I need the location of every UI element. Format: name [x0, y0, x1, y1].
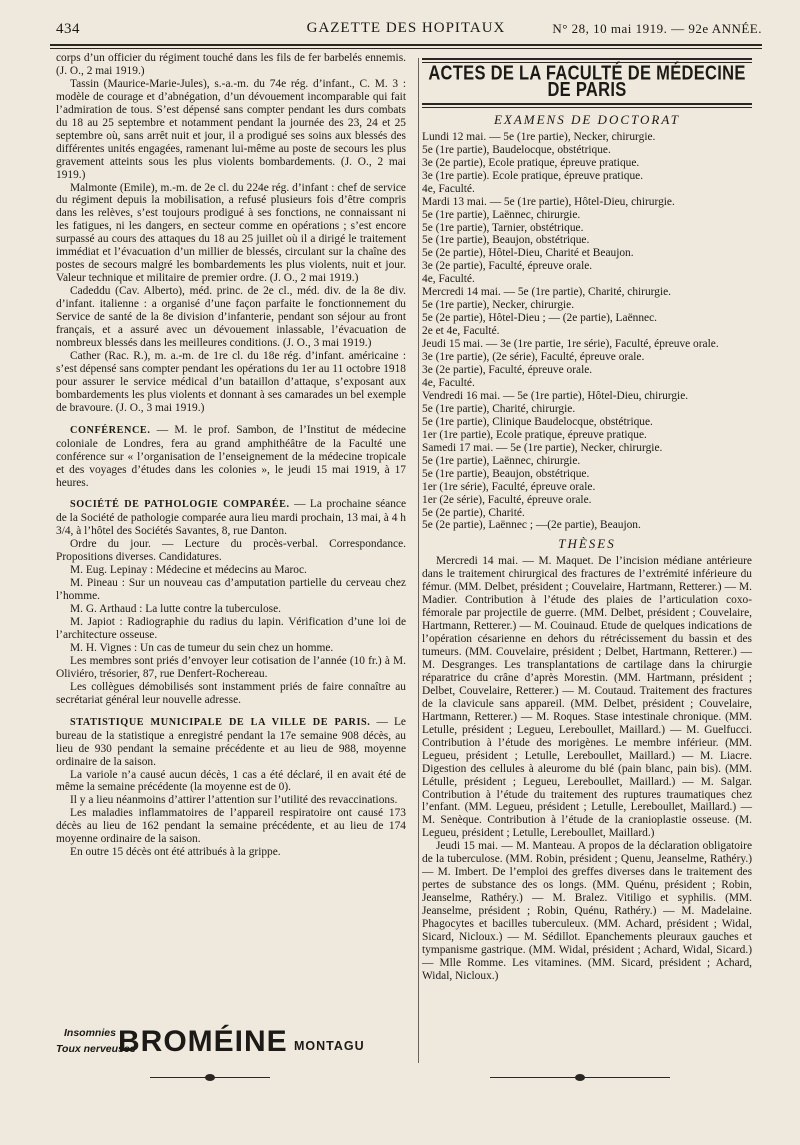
statistics-notice: [56, 716, 406, 769]
exam-entry: 5e (1re partie), Clinique Baudelocque, obstétrique.: [422, 415, 653, 428]
society-text: — La prochaine séance de la Société de pathologie comparée aura lieu mardi prochain, 13 mai, à 4 h 3/4, à l’hôtel des Sociétés Savantes, 8, rue Danton.: [56, 498, 406, 538]
header-rule-thin: [50, 48, 762, 49]
exam-entry: 3e (2e partie), Ecole pratique, épreuve pratique.: [422, 156, 640, 169]
exam-entry: 3e (2e partie), Faculté, épreuve orale.: [422, 260, 593, 273]
section-title: ACTES DE LA FACULTÉ DE MÉDECINE DE PARIS: [428, 62, 746, 101]
exam-entry: 5e (1re partie), Laënnec, chirurgie.: [422, 454, 581, 467]
exam-entry: 5e (1re partie), Laënnec, chirurgie.: [422, 208, 581, 221]
exam-list: [422, 131, 752, 533]
ad-line-1: Insomnies: [64, 1027, 116, 1039]
conference-heading: CONFÉRENCE.: [70, 424, 151, 436]
agenda-item: M. G. Arthaud : La lutte contre la tuberculose.: [70, 603, 281, 616]
exam-entry: 5e (1re partie), Tarnier, obstétrique.: [422, 221, 584, 234]
agenda-intro: Ordre du jour. — Lecture du procès-verbal. Correspondance. Propositions diverses. Candidatures.: [56, 538, 406, 564]
exam-entry: 3e (1re partie). Ecole pratique, épreuve pratique.: [422, 169, 644, 182]
exam-entry: Mercredi 14 mai. — 5e (1re partie), Charité, chirurgie.: [422, 286, 672, 299]
statistics-paragraph: Les maladies inflammatoires de l’appareil respiratoire ont causé 173 décès au lieu de 162 pendant la semaine précédente, et au lieu de 174 moyenne ordinaire de la saison.: [56, 807, 406, 846]
exam-entry: Mardi 13 mai. — 5e (1re partie), Hôtel-Dieu, chirurgie.: [422, 195, 675, 208]
statistics-heading: STATISTIQUE MUNICIPALE DE LA VILLE DE PARIS.: [70, 716, 371, 728]
exam-entry: 1er (1re partie), Ecole pratique, épreuve pratique.: [422, 428, 647, 441]
statistics-text: — Le bureau de la statistique a enregistré pendant la 17e semaine 908 décès, au lieu de 930 pendant la semaine précédente et au lieu de 988, moyenne ordinaire de la saison.: [56, 715, 406, 768]
conference-notice: [56, 424, 406, 490]
exam-entry: 5e (1re partie), Necker, chirurgie.: [422, 299, 575, 312]
exam-entry: Vendredi 16 mai. — 5e (1re partie), Hôtel-Dieu, chirurgie.: [422, 389, 689, 402]
exam-entry: 5e (2e partie), Charité.: [422, 506, 525, 519]
running-header: [50, 18, 762, 44]
agenda-item: Les collègues démobilisés sont instamment priés de faire connaître au secrétariat général leur nouvelle adresse.: [56, 680, 406, 706]
agenda-item: M. Japiot : Radiographie du radius du lapin. Vérification d’une loi de l’architecture osseuse.: [56, 616, 406, 641]
agenda-item: M. Pineau : Sur un nouveau cas d’amputation partielle du cerveau chez l’homme.: [56, 577, 406, 603]
exam-entry: Jeudi 15 mai. — 3e (1re partie, 1re série), Faculté, épreuve orale.: [422, 338, 719, 351]
citation-paragraph: Cather (Rac. R.), m. a.-m. de 1re cl. du 18e rég. d’infant. américaine : s’est dépensé sans compter pendant les opérations du 1er au 11 octobre 1918 pour assurer le service médical d’un bataillon d’attaque, s’exposant aux bombardements les plus violents et donnant à ses camarades un bel exemple de bravoure. (J. O., 3 mai 1919.): [56, 349, 406, 414]
society-notice: [56, 498, 406, 538]
examens-title: EXAMENS DE DOCTORAT: [493, 111, 681, 127]
theses-paragraph: Mercredi 14 mai. — M. Maquet. De l’incision médiane antérieure dans le traitement chirurgical des fractures de l’extrémité inférieure du fémur. (MM. Delbet, président ; Couvelaire, Hartmann, Retterer.) — M. Madier. Contribution à l’étude des plaies de l’articulation coxo-fémorale par projectile de guerre. (MM. Delbet, président ; Couvelaire, Hartmann, Retterer.) — M. Couinaud. Etude de quelques indications de l’opération césarienne en dehors du rétrécissement du bassin et des tumeurs. (MM. Couvelaire, président ; Delbet, Hartmann, Retterer.) — M. Desgranges. Les transplantations de cartilage dans la chirurgie réparatrice du crâne d’après Morestin. (MM. Hartmann, président ; Delbet, Couvelaire, Retterer.) — M. Coutaud. Traitement des fractures de la clavicule sans appareil. (MM. Delbet, président ; Couvelaire, Hartmann, Retterer.) — M. Roques. Stase intestinale chronique. (MM. Letulle, président ; Legueu, Lereboullet, Maillard.) — M. Guelfucci. Contribution à l’étude des morigènes. Le membre inférieur. (MM. Legueu, président ; Letulle, Lereboullet, Maillard.) — M. Liacre. Digestion des cellules à aleurome du blé (pain blanc, pain bis). (MM. Létulle, président ; Legueu, Lereboullet, Maillard.) — M. Salgar. Contribution à l’étude du traitement des ruptures traumatiques chez l’enfant. (MM. Legueu, président ; Letulle, Lereboullet, Maillard.) — M. Senèque. Contribution à l’étude de la cranioplastie osseuse. (M. Legueu, président ; Letulle, Lereboullet, Maillard.): [422, 555, 752, 840]
exam-entry: 5e (2e partie), Hôtel-Dieu ; — (2e partie), Laënnec.: [422, 312, 657, 325]
citation-paragraph: Malmonte (Emile), m.-m. de 2e cl. du 224e rég. d’infant : chef de service du régiment depuis la mobilisation, a refusé plusieurs fois d’être compris dans les relèves, s’est toujours prodigué à ses fonctions, ne connaissant ni les fatigues, ni les dangers, en secteur comme en opérations ; s’est encore surpassé au cours des attaques du 18 au 25 juillet où il a dirigé le traitement immédiat et l’évacuation d’un millier de blessés, circulant sur la chaîne des postes de secours malgré les bombardements les plus violents, nuit et jour. Valeur technique et militaire de premier ordre. (J. O., 2 mai 1919.): [56, 181, 406, 285]
exam-entry: 2e et 4e, Faculté.: [422, 325, 500, 338]
section-rule: [422, 103, 752, 108]
agenda-item: Les membres sont priés d’envoyer leur cotisation de l’année (10 fr.) à M. Oliviéro, trésorier, 87, rue Denfert-Rochereau.: [56, 654, 406, 680]
issue-info: N° 28, 10 mai 1919. — 92e ANNÉE.: [552, 21, 762, 36]
agenda-item: M. H. Vignes : Un cas de tumeur du sein chez un homme.: [70, 641, 334, 654]
advertisement: [56, 1025, 406, 1063]
ad-maker: MONTAGU: [294, 1039, 365, 1053]
ornament-divider-left: [150, 1074, 270, 1082]
left-column: [56, 52, 406, 859]
exam-entry: Samedi 17 mai. — 5e (1re partie), Necker, chirurgie.: [422, 441, 663, 454]
exam-entry: 3e (1re partie), (2e série), Faculté, épreuve orale.: [422, 351, 645, 364]
journal-title: GAZETTE DES HOPITAUX: [306, 20, 506, 36]
exam-entry: 4e, Faculté.: [422, 182, 475, 195]
statistics-paragraph: La variole n’a causé aucun décès, 1 cas a été déclaré, il en avait été de même la semaine précédente (la moyenne est de 0).: [56, 768, 406, 794]
statistics-paragraph: Il y a lieu néanmoins d’attirer l’attention sur l’utilité des revaccinations.: [70, 794, 398, 807]
exam-entry: 1er (2e série), Faculté, épreuve orale.: [422, 493, 592, 506]
exam-entry: 5e (1re partie), Beaujon, obstétrique.: [422, 467, 590, 480]
statistics-paragraph: En outre 15 décès ont été attribués à la grippe.: [70, 846, 281, 859]
conference-text: — M. le prof. Sambon, de l’Institut de médecine coloniale de Londres, fera au grand amphithéâtre de la Faculté une conférence sur « l’organisation de l’enseignement de la médecine tropicale et des voyages d’études dans les colonies », le jeudi 15 mai 1919, à 17 heures.: [56, 423, 406, 489]
exam-entry: 4e, Faculté.: [422, 273, 475, 286]
right-column: [422, 58, 752, 983]
exam-entry: 1er (1re série), Faculté, épreuve orale.: [422, 480, 596, 493]
citation-paragraph: Cadeddu (Cav. Alberto), méd. princ. de 2e cl., méd. div. de la 8e div. d’infant. italienne : a organisé d’une façon parfaite le fonctionnement du Service de santé de la 8e division d’infanterie, pendant son séjour au front français, et a assuré avec un dévouement inlassable, l’évacuation de nombreux blessés dans les meilleures conditions. (J. O., 3 mai 1919.): [56, 285, 406, 349]
theses-title: THÈSES: [558, 536, 616, 552]
header-rule: [50, 44, 762, 46]
exam-entry: 5e (2e partie), Laënnec ; —(2e partie), Beaujon.: [422, 519, 641, 532]
exam-entry: 5e (2e partie), Hôtel-Dieu, Charité et Beaujon.: [422, 247, 634, 260]
society-heading: SOCIÉTÉ DE PATHOLOGIE COMPARÉE.: [70, 499, 290, 511]
ad-brand: BROMÉINE: [118, 1025, 288, 1058]
citation-paragraph: Tassin (Maurice-Marie-Jules), s.-a.-m. du 74e rég. d’infant., C. M. 3 : modèle de courage et d’abnégation, d’un dévouement incomparable qui fait l’admiration de tous. S’est dépensé sans compter pendant les durs combats du 18 au 25 septembre et notamment pendant la journée des 23, 24 et 25 septembre où, sans arrêt nuit et jour, il a prodigué ses soins aux blessés des différentes unités engagées, ramenant lui-même au poste de secours les plus gravement atteints sous les plus violents bombardements. (J. O., 2 mai 1919.): [56, 77, 406, 181]
ornament-divider-right: [490, 1074, 670, 1082]
ad-line-2: Toux nerveuses: [56, 1043, 136, 1055]
citation-paragraph: corps d’un officier du régiment touché dans les fils de fer barbelés ennemis. (J. O., 2 mai 1919.): [56, 52, 406, 77]
exam-entry: 5e (1re partie), Charité, chirurgie.: [422, 402, 576, 415]
exam-entry: 5e (1re partie), Beaujon, obstétrique.: [422, 234, 590, 247]
exam-entry: 3e (2e partie), Faculté, épreuve orale.: [422, 364, 593, 377]
agenda-item: M. Eug. Lepinay : Médecine et médecins au Maroc.: [70, 564, 307, 577]
theses-paragraph: Jeudi 15 mai. — M. Manteau. A propos de la déclaration obligatoire de la tuberculose. (MM. Robin, président ; Quenu, Jeanselme, Rathéry.) — M. Imbert. De l’emploi des greffes diverses dans le traitement des pertes de substance des os longs. (MM. Quénu, président ; Robin, Jeanselme, Rathéry.) — M. Bralez. Vitiligo et syphilis. (MM. Jeanselme, président ; Robin, Quénu, Rathéry.) — M. Madelaine. Phagocytes et bacilles tuberculeux. (MM. Achard, président ; Widal, Sicard, Nicloux.) — M. Sédillot. Epanchements pleuraux gauches et tympanisme gastrique. (MM. Widal, président ; Achard, Widal, Sicard.) — Mlle Romme. Les vitamines. (MM. Sicard, président ; Achard, Widal, Nicloux.): [422, 840, 752, 982]
exam-entry: Lundi 12 mai. — 5e (1re partie), Necker, chirurgie.: [422, 130, 656, 143]
exam-entry: 4e, Faculté.: [422, 376, 475, 389]
exam-entry: 5e (1re partie), Baudelocque, obstétrique.: [422, 143, 611, 156]
page-number: 434: [56, 21, 80, 37]
